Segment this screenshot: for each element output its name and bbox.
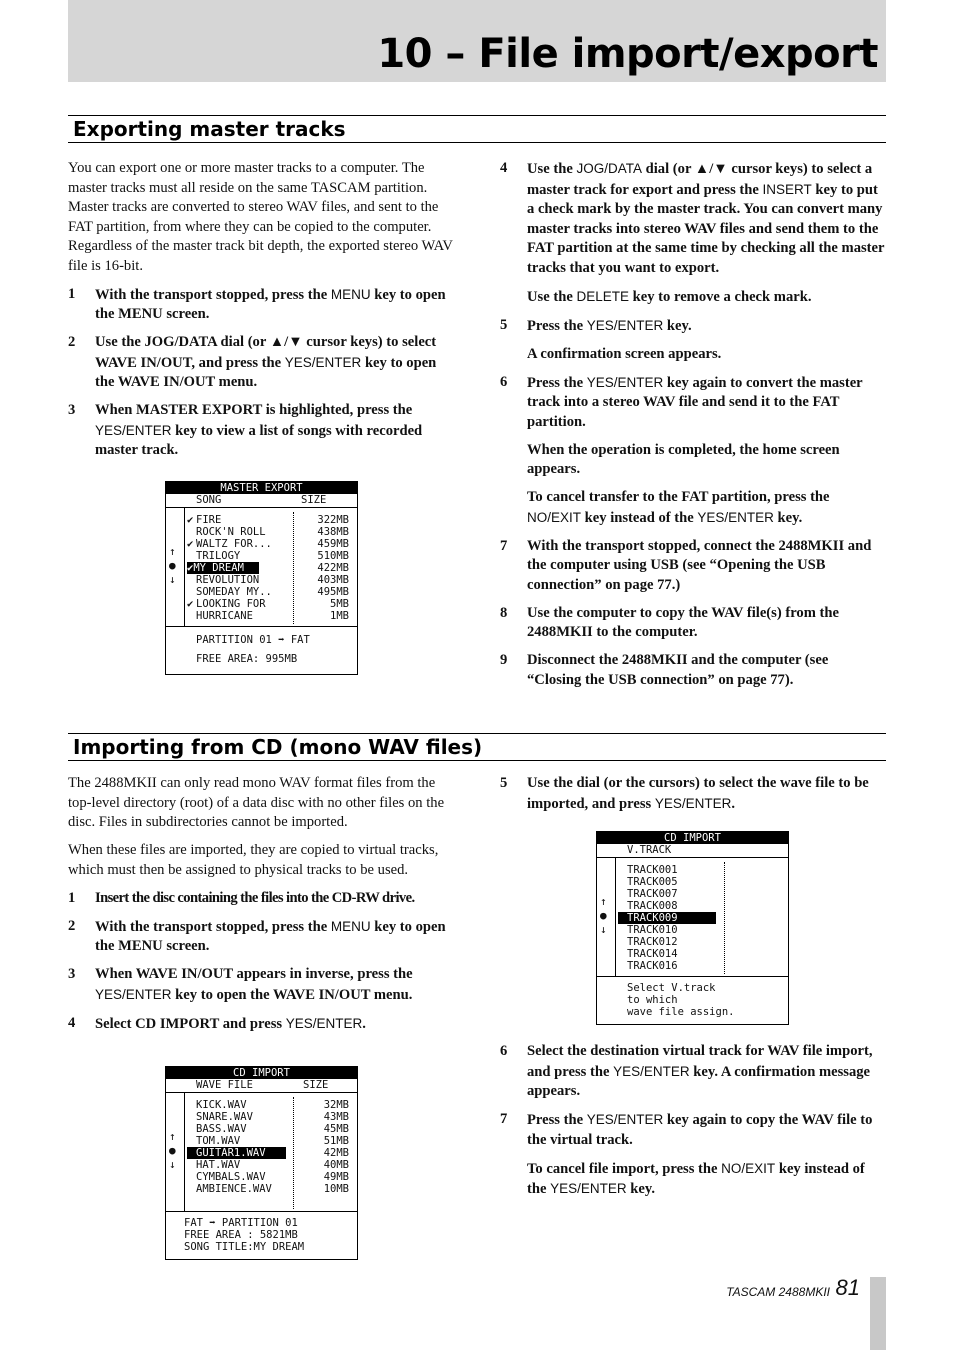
check-mark-icon [187, 574, 193, 586]
file-name: SNARE.WAV [196, 1111, 253, 1123]
chapter-banner [68, 0, 886, 82]
export-step-3: 3 When MASTER EXPORT is highlighted, press the YES/ENTER key to view a list of songs with recorded master track. [68, 402, 423, 458]
lcd-row [597, 948, 788, 960]
file-size: 40MB [323, 1159, 349, 1171]
vtrack-name: TRACK009 [618, 912, 716, 924]
lcd-row [166, 1183, 357, 1195]
lcd-row [166, 1135, 357, 1147]
import-step-4: 4 Select CD IMPORT and press YES/ENTER. [68, 1014, 366, 1032]
export-step-5: 5 Press the YES/ENTER key. [500, 316, 692, 334]
page-number: 81 [835, 1275, 860, 1300]
import-right-column [500, 774, 886, 823]
song-size: 1MB [330, 610, 349, 622]
song-name: LOOKING FOR [196, 598, 266, 610]
chapter-title: 10 – File import/export [377, 31, 878, 77]
file-name: CYMBALS.WAV [196, 1171, 266, 1183]
lcd-row [597, 876, 788, 888]
export-right-column [500, 159, 886, 699]
export-step-9: 9 Disconnect the 2488MKII and the computer (see “Closing the USB connection” on page 77). [500, 652, 829, 688]
lcd-footer-line2: to which [627, 994, 678, 1006]
lcd-col-wave-file: WAVE FILE [196, 1079, 253, 1091]
lcd-row [597, 900, 788, 912]
vtrack-name: TRACK001 [627, 864, 678, 876]
song-name: ROCK'N ROLL [196, 526, 266, 538]
lcd-row [597, 888, 788, 900]
check-mark-icon: ✔ [187, 514, 194, 526]
song-size: 459MB [317, 538, 349, 550]
section-heading-import [68, 733, 886, 761]
lcd-row [166, 1099, 357, 1111]
file-name: HAT.WAV [196, 1159, 241, 1171]
lcd-col-size: SIZE [303, 1079, 329, 1091]
lcd-cd-import-vtrack [596, 831, 789, 1025]
import-intro-2: When these files are imported, they are copied to virtual tracks, which must then be assigned to physical tracks to be used. [68, 842, 439, 878]
lcd-row [166, 1147, 357, 1159]
import-step-2: 2 With the transport stopped, press the MENU key to open the MENU screen. [68, 917, 446, 954]
export-step-7: 7 With the transport stopped, connect the 2488MKII and the computer using USB (see “Opening the USB connection” on page 77.) [500, 537, 872, 593]
lcd-row [166, 1159, 357, 1171]
song-name: REVOLUTION [196, 574, 260, 586]
lcd-row [597, 936, 788, 948]
lcd-row [597, 924, 788, 936]
import-heading: Importing from CD (mono WAV files) [73, 735, 483, 759]
lcd-footer-line1: FAT ➡ PARTITION 01 [184, 1217, 298, 1229]
file-name: AMBIENCE.WAV [196, 1183, 272, 1195]
file-name: KICK.WAV [196, 1099, 247, 1111]
file-name: GUITAR1.WAV [187, 1147, 286, 1159]
vtrack-name: TRACK014 [627, 948, 678, 960]
lcd-footer-line3: wave file assign. [627, 1006, 735, 1018]
export-step-6-note-2: To cancel transfer to the FAT partition, press the NO/EXIT key instead of the YES/ENTER key. [527, 489, 830, 526]
vtrack-name: TRACK008 [627, 900, 678, 912]
lcd-row [166, 1111, 357, 1123]
export-step-8: 8 Use the computer to copy the WAV file(s) from the 2488MKII to the computer. [500, 604, 839, 640]
song-size: 403MB [317, 574, 349, 586]
lcd-col-size: SIZE [301, 494, 327, 506]
lcd-row [597, 960, 788, 972]
song-size: 438MB [317, 526, 349, 538]
lcd-row [166, 1123, 357, 1135]
song-size: 422MB [317, 562, 349, 574]
check-mark-icon: ✔ [187, 538, 194, 550]
file-size: 42MB [323, 1147, 349, 1159]
lcd-title: CD IMPORT [597, 832, 788, 844]
lcd-row [166, 562, 357, 574]
section-heading-export [68, 115, 886, 143]
file-size: 45MB [323, 1123, 349, 1135]
lcd-footer-line1: PARTITION 01 ➡ FAT [196, 634, 310, 646]
scroll-arrows-icon: ↑ ● ↓ [169, 545, 176, 586]
import-step-6: 6 Select the destination virtual track for WAV file import, and press the YES/ENTER key. A confirmation message appears. [500, 1043, 873, 1099]
export-left-column [68, 159, 454, 469]
import-intro-1: The 2488MKII can only read mono WAV format files from the top-level directory (root) of a data disc with no other files on the disc. Files in subdirectories cannot be imported. [68, 775, 445, 830]
lcd-cd-import-files [165, 1066, 358, 1260]
file-size: 51MB [323, 1135, 349, 1147]
import-left-column [68, 774, 454, 1043]
import-step-7-note: To cancel file import, press the NO/EXIT key instead of the YES/ENTER key. [527, 1160, 865, 1197]
lcd-col-song: SONG [196, 494, 222, 506]
lcd-row [597, 912, 788, 924]
lcd-title: CD IMPORT [166, 1067, 357, 1079]
export-step-4: 4 Use the JOG/DATA dial (or ▲/▼ cursor keys) to select a master track for export and press the INSERT key to put a check mark by the master track. You can convert many master tracks into stereo WAV files and send them to the FAT partition at the same time by checking all the master tracks that you want to export. [500, 160, 885, 276]
footer-brand: TASCAM 2488MKII [726, 1285, 830, 1299]
lcd-footer-line2: FREE AREA : 5821MB [184, 1229, 298, 1241]
song-name: WALTZ FOR... [196, 538, 272, 550]
song-size: 510MB [317, 550, 349, 562]
song-size: 495MB [317, 586, 349, 598]
check-mark-icon [187, 550, 193, 562]
lcd-row [597, 864, 788, 876]
export-step-1: 1 With the transport stopped, press the MENU key to open the MENU screen. [68, 285, 446, 322]
import-right-column-lower [500, 1042, 886, 1208]
lcd-footer-line3: SONG TITLE:MY DREAM [184, 1241, 305, 1253]
export-heading: Exporting master tracks [73, 117, 346, 141]
file-size: 10MB [323, 1183, 349, 1195]
file-size: 32MB [323, 1099, 349, 1111]
vtrack-name: TRACK007 [627, 888, 678, 900]
export-intro: You can export one or more master tracks to a computer. The master tracks must all reside on the same TASCAM partition. Master tracks are converted to stereo WAV files, and sent to the FAT partition, from where they can be copied to the computer. Regardless of the master track bit depth, the exported stereo WAV file is 16-bit. [68, 160, 453, 274]
lcd-footer-line2: FREE AREA: 995MB [196, 653, 298, 665]
check-mark-icon: ✔ [187, 598, 194, 610]
lcd-row [166, 538, 357, 550]
lcd-row [166, 598, 357, 610]
import-step-5: 5 Use the dial (or the cursors) to select the wave file to be imported, and press YES/ENTER. [500, 775, 869, 812]
song-size: 5MB [330, 598, 349, 610]
vtrack-name: TRACK016 [627, 960, 678, 972]
lcd-col-vtrack: V.TRACK [627, 844, 672, 856]
lcd-master-export [165, 481, 358, 675]
song-name: TRILOGY [196, 550, 241, 562]
import-step-1: 1 Insert the disc containing the files into the CD-RW drive. [68, 889, 415, 906]
lcd-row [166, 586, 357, 598]
export-step-4-note: Use the DELETE key to remove a check mark. [527, 288, 812, 305]
lcd-row [166, 550, 357, 562]
lcd-footer-line1: Select V.track [627, 982, 716, 994]
song-size: 322MB [317, 514, 349, 526]
lcd-row [166, 514, 357, 526]
file-size: 43MB [323, 1111, 349, 1123]
export-step-6-note-1: When the operation is completed, the home screen appears. [527, 441, 840, 477]
file-name: TOM.WAV [196, 1135, 241, 1147]
file-name: BASS.WAV [196, 1123, 247, 1135]
lcd-title: MASTER EXPORT [166, 482, 357, 494]
lcd-row [166, 1171, 357, 1183]
song-name: SOMEDAY MY.. [196, 586, 272, 598]
song-name: FIRE [196, 514, 222, 526]
page-edge-tab [870, 1277, 886, 1350]
lcd-row [166, 610, 357, 622]
lcd-row [166, 526, 357, 538]
song-name: HURRICANE [196, 610, 253, 622]
lcd-row [166, 574, 357, 586]
scroll-arrows-icon: ↑ ● ↓ [169, 1130, 176, 1171]
vtrack-name: TRACK010 [627, 924, 678, 936]
import-step-3: 3 When WAVE IN/OUT appears in inverse, press the YES/ENTER key to open the WAVE IN/OUT menu. [68, 966, 413, 1003]
vtrack-name: TRACK012 [627, 936, 678, 948]
scroll-arrows-icon: ↑ ● ↓ [600, 895, 607, 936]
vtrack-name: TRACK005 [627, 876, 678, 888]
check-mark-icon [187, 610, 193, 622]
export-step-5-note: A confirmation screen appears. [527, 345, 722, 362]
song-name: ✔MY DREAM [187, 562, 259, 574]
export-step-6: 6 Press the YES/ENTER key again to convert the master track into a stereo WAV file and send it to the FAT partition. [500, 373, 863, 430]
check-mark-icon [187, 586, 193, 598]
check-mark-icon [187, 526, 193, 538]
export-step-2: 2 Use the JOG/DATA dial (or ▲/▼ cursor keys) to select WAVE IN/OUT, and press the YES/ENTER key to open the WAVE IN/OUT menu. [68, 334, 437, 390]
file-size: 49MB [323, 1171, 349, 1183]
import-step-7: 7 Press the YES/ENTER key again to copy the WAV file to the virtual track. [500, 1111, 873, 1148]
